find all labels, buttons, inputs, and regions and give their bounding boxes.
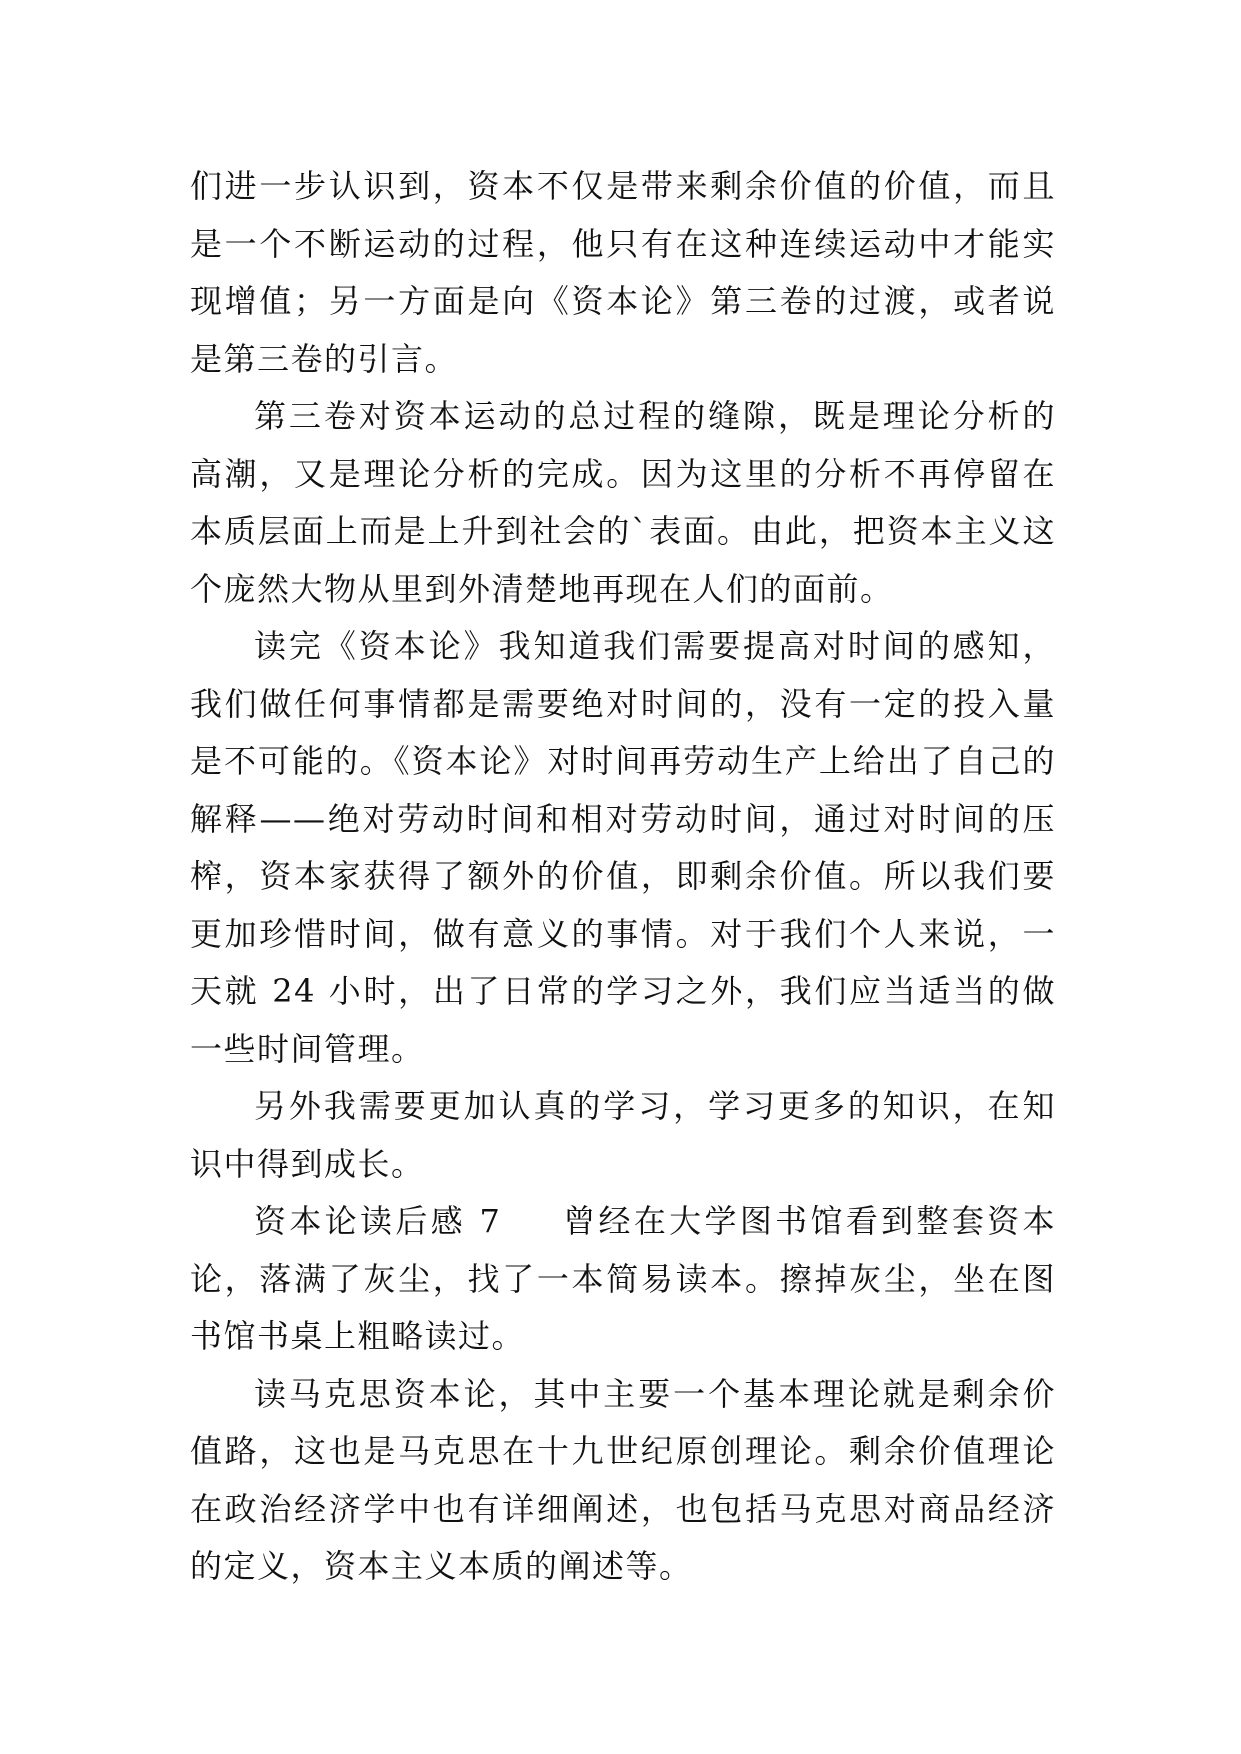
paragraph-5-text: 曾经在大学图书馆看到整套资本论，落满了灰尘，找了一本简易读本。擦掉灰尘，坐在图书馆书桌上粗略读过。 <box>190 1202 1056 1355</box>
paragraph-1: 们进一步认识到，资本不仅是带来剩余价值的价值，而且是一个不断运动的过程，他只有在这种连续运动中才能实现增值；另一方面是向《资本论》第三卷的过渡，或者说是第三卷的引言。 <box>190 167 1056 378</box>
paragraph-6: 读马克思资本论，其中主要一个基本理论就是剩余价值路，这也是马克思在十九世纪原创理论。剩余价值理论在政治经济学中也有详细阐述，也包括马克思对商品经济的定义，资本主义本质的阐述等。 <box>190 1374 1056 1585</box>
paragraph-4: 另外我需要更加认真的学习，学习更多的知识，在知识中得到成长。 <box>190 1087 1056 1183</box>
document-body <box>190 158 1056 1596</box>
paragraph-5 <box>190 1193 1056 1366</box>
paragraph-3: 读完《资本论》我知道我们需要提高对时间的感知，我们做任何事情都是需要绝对时间的，没有一定的投入量是不可能的。《资本论》对时间再劳动生产上给出了自己的解释——绝对劳动时间和相对劳动时间，通过对时间的压榨，资本家获得了额外的价值，即剩余价值。所以我们要更加珍惜时间，做有意义的事情。对于我们个人来说，一天就 24 小时，出了日常的学习之外，我们应当适当的做一些时间管理。 <box>190 627 1056 1068</box>
section-heading: 资本论读后感 7 <box>254 1202 502 1240</box>
paragraph-2: 第三卷对资本运动的总过程的缝隙，既是理论分析的高潮，又是理论分析的完成。因为这里的分析不再停留在本质层面上而是上升到社会的`表面。由此，把资本主义这个庞然大物从里到外清楚地再现在人们的面前。 <box>190 397 1056 608</box>
